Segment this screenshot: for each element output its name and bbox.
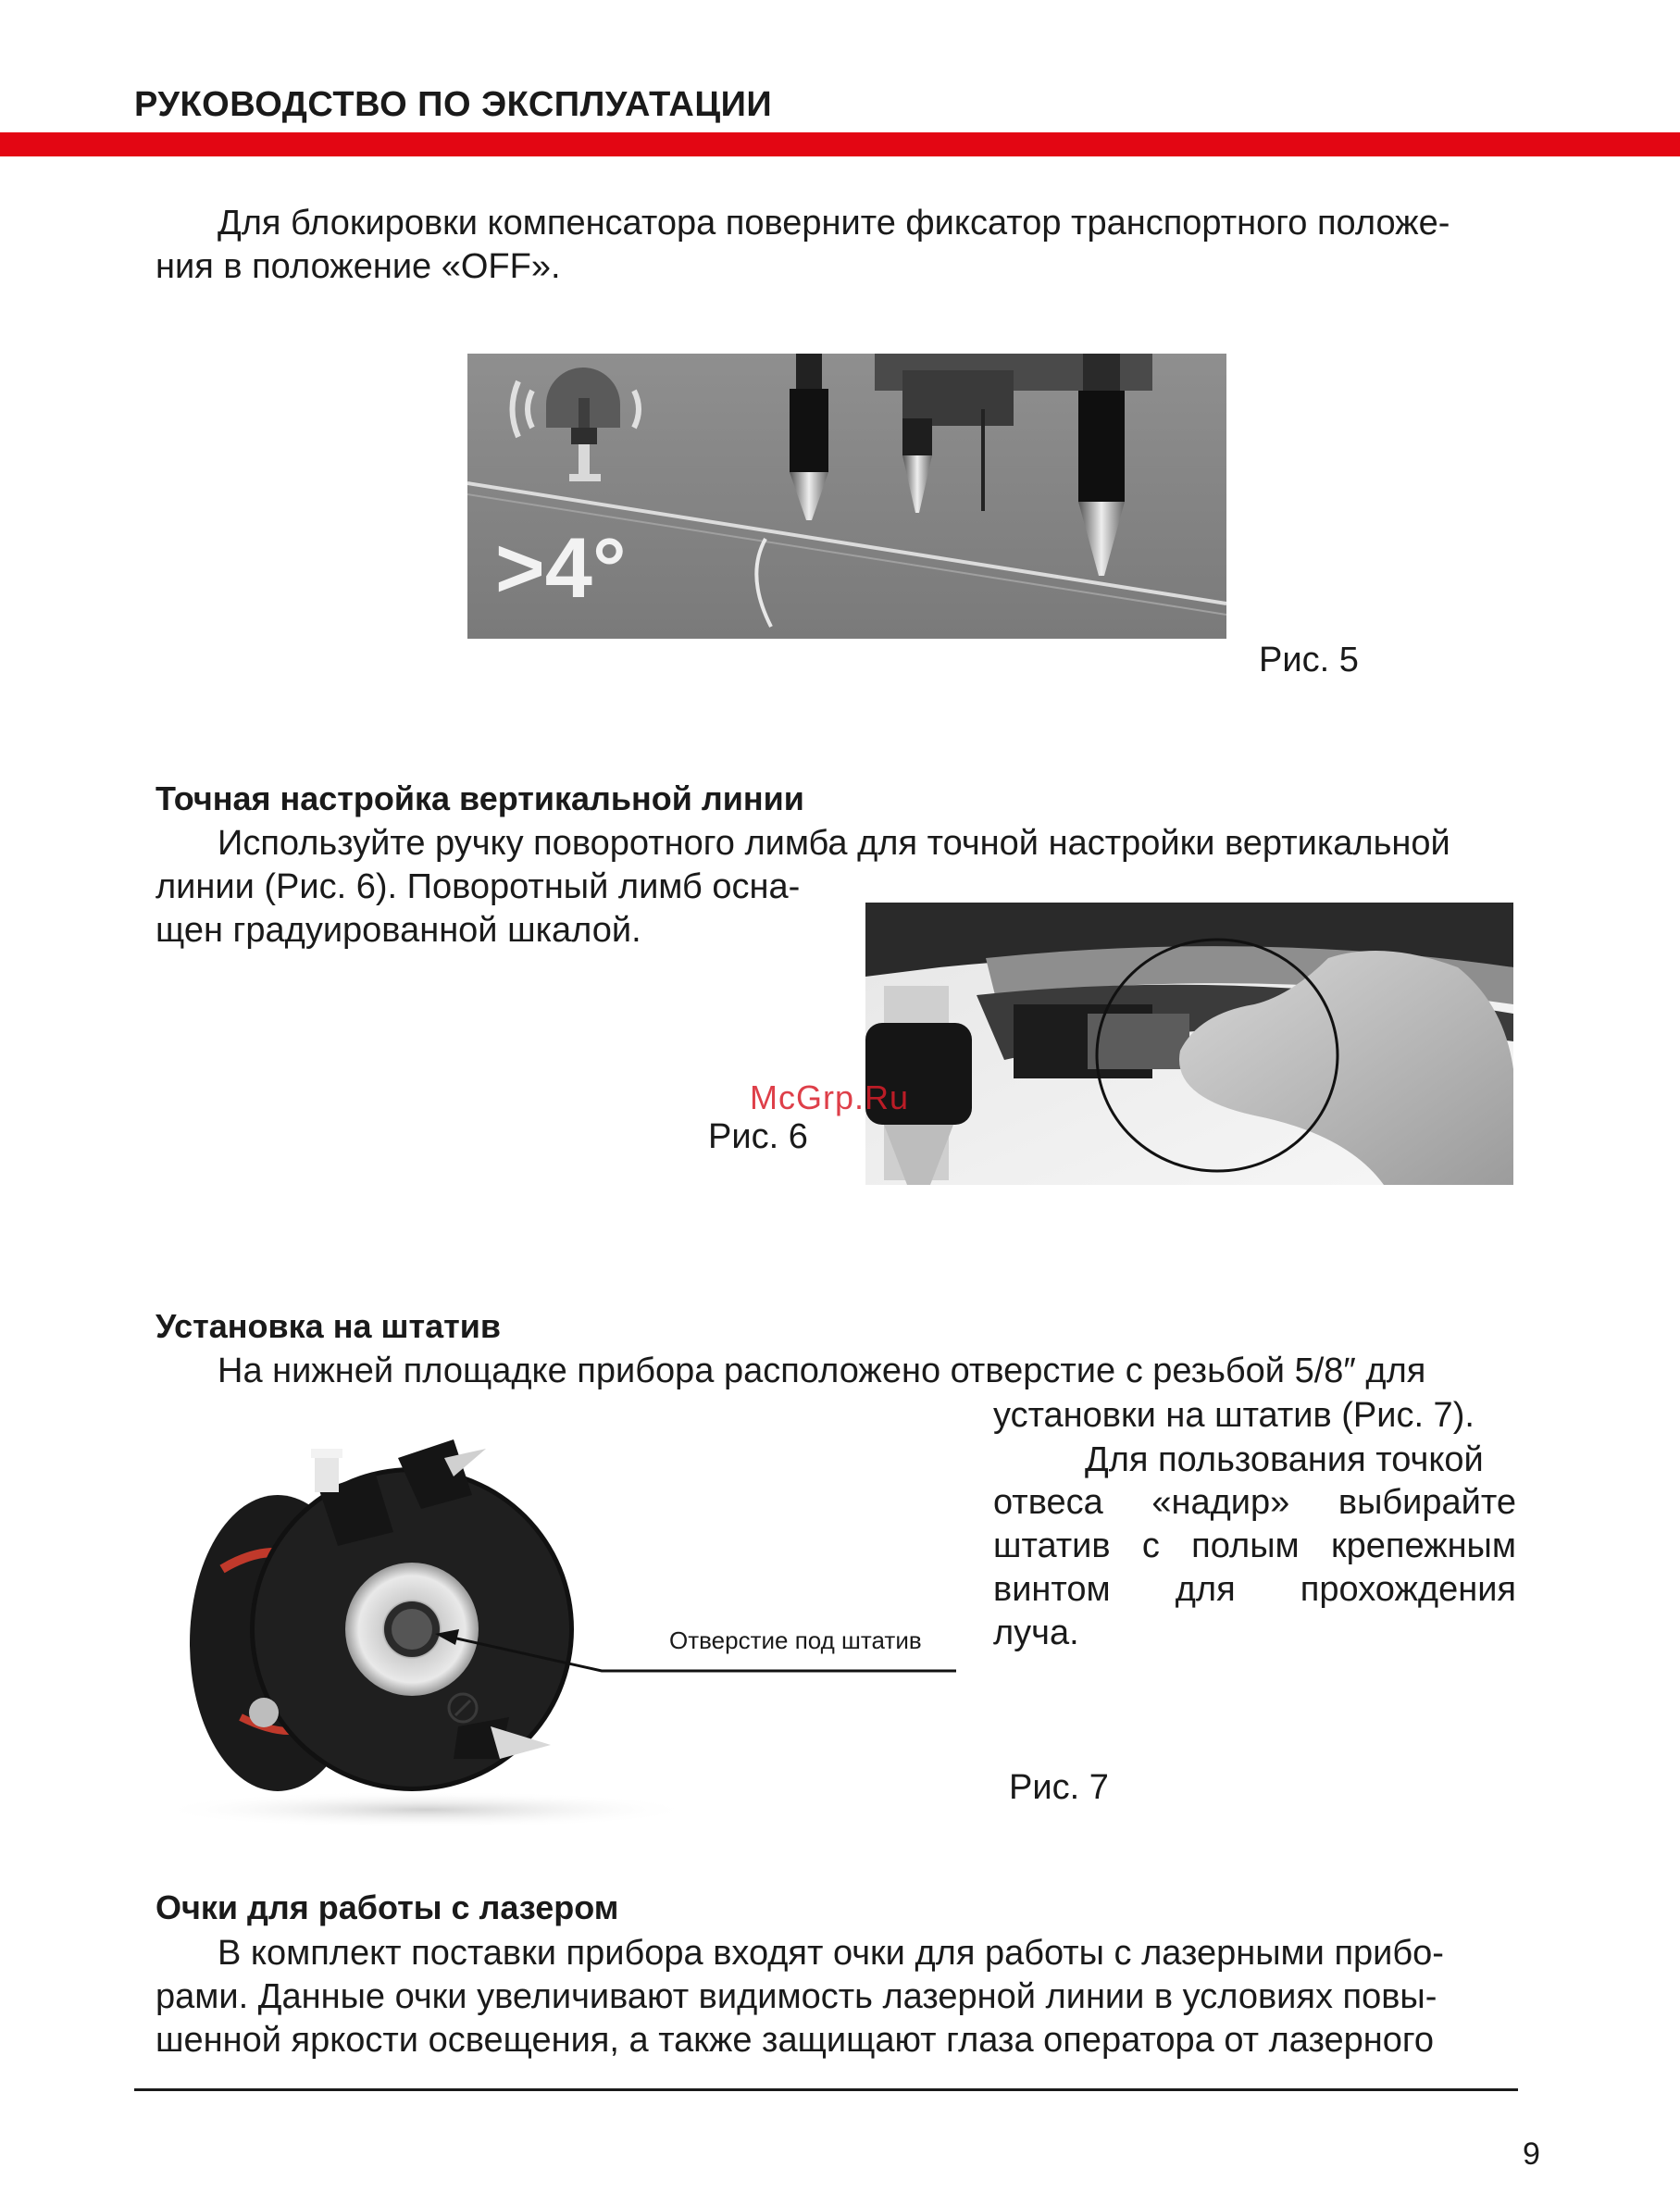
section-vertical-heading: Точная настройка вертикальной линии: [156, 779, 804, 817]
section-tripod-line-6: винтом для прохождения: [993, 1570, 1516, 1609]
section-tripod-line-5: штатив с полым крепежным: [993, 1526, 1516, 1565]
section-vertical-line-1: Используйте ручку поворотного лимба для точной настройки вертикальной: [218, 824, 1450, 863]
section-tripod-heading: Установка на штатив: [156, 1307, 502, 1345]
section-tripod-line-4: отвеса «надир» выбирайте: [993, 1483, 1516, 1522]
tilt-angle-label: >4°: [495, 521, 627, 616]
section-vertical-line-3: щен градуированной шкалой.: [156, 911, 641, 950]
intro-line-2: ния в положение «OFF».: [156, 247, 561, 286]
footer-rule: [134, 2088, 1518, 2091]
section-tripod-line-1: На нижней площадке прибора расположено отверстие с резьбой 5/8″ для: [218, 1352, 1426, 1390]
figure-7-caption: Рис. 7: [1009, 1768, 1109, 1807]
figure-7-image: [157, 1439, 972, 1828]
watermark-text: McGrp.Ru: [750, 1078, 910, 1116]
intro-line-1: Для блокировки компенсатора поверните фиксатор транспортного положе-: [218, 204, 1450, 243]
page-header-title: РУКОВОДСТВО ПО ЭКСПЛУАТАЦИИ: [134, 85, 773, 124]
figure-5-image: [467, 354, 1226, 639]
tripod-hole-callout: Отверстие под штатив: [669, 1626, 922, 1654]
section-vertical-line-2: линии (Рис. 6). Поворотный лимб осна-: [156, 867, 801, 906]
header-red-rule: [0, 132, 1680, 156]
figure-6-caption: Рис. 6: [708, 1117, 808, 1156]
page-number: 9: [1523, 2136, 1540, 2172]
section-glasses-line-3: шенной яркости освещения, а также защищают глаза оператора от лазерного: [156, 2021, 1435, 2060]
section-tripod-line-2: установки на штатив (Рис. 7).: [993, 1396, 1475, 1435]
section-glasses-line-2: рами. Данные очки увеличивают видимость лазерной линии в условиях повы-: [156, 1977, 1437, 2016]
section-tripod-line-7: луча.: [993, 1613, 1079, 1652]
figure-6-image: [865, 903, 1513, 1185]
section-glasses-heading: Очки для работы с лазером: [156, 1888, 619, 1926]
figure-5-caption: Рис. 5: [1259, 641, 1359, 679]
section-tripod-line-3: Для пользования точкой: [1085, 1440, 1484, 1479]
section-glasses-line-1: В комплект поставки прибора входят очки для работы с лазерными прибо-: [218, 1934, 1444, 1973]
